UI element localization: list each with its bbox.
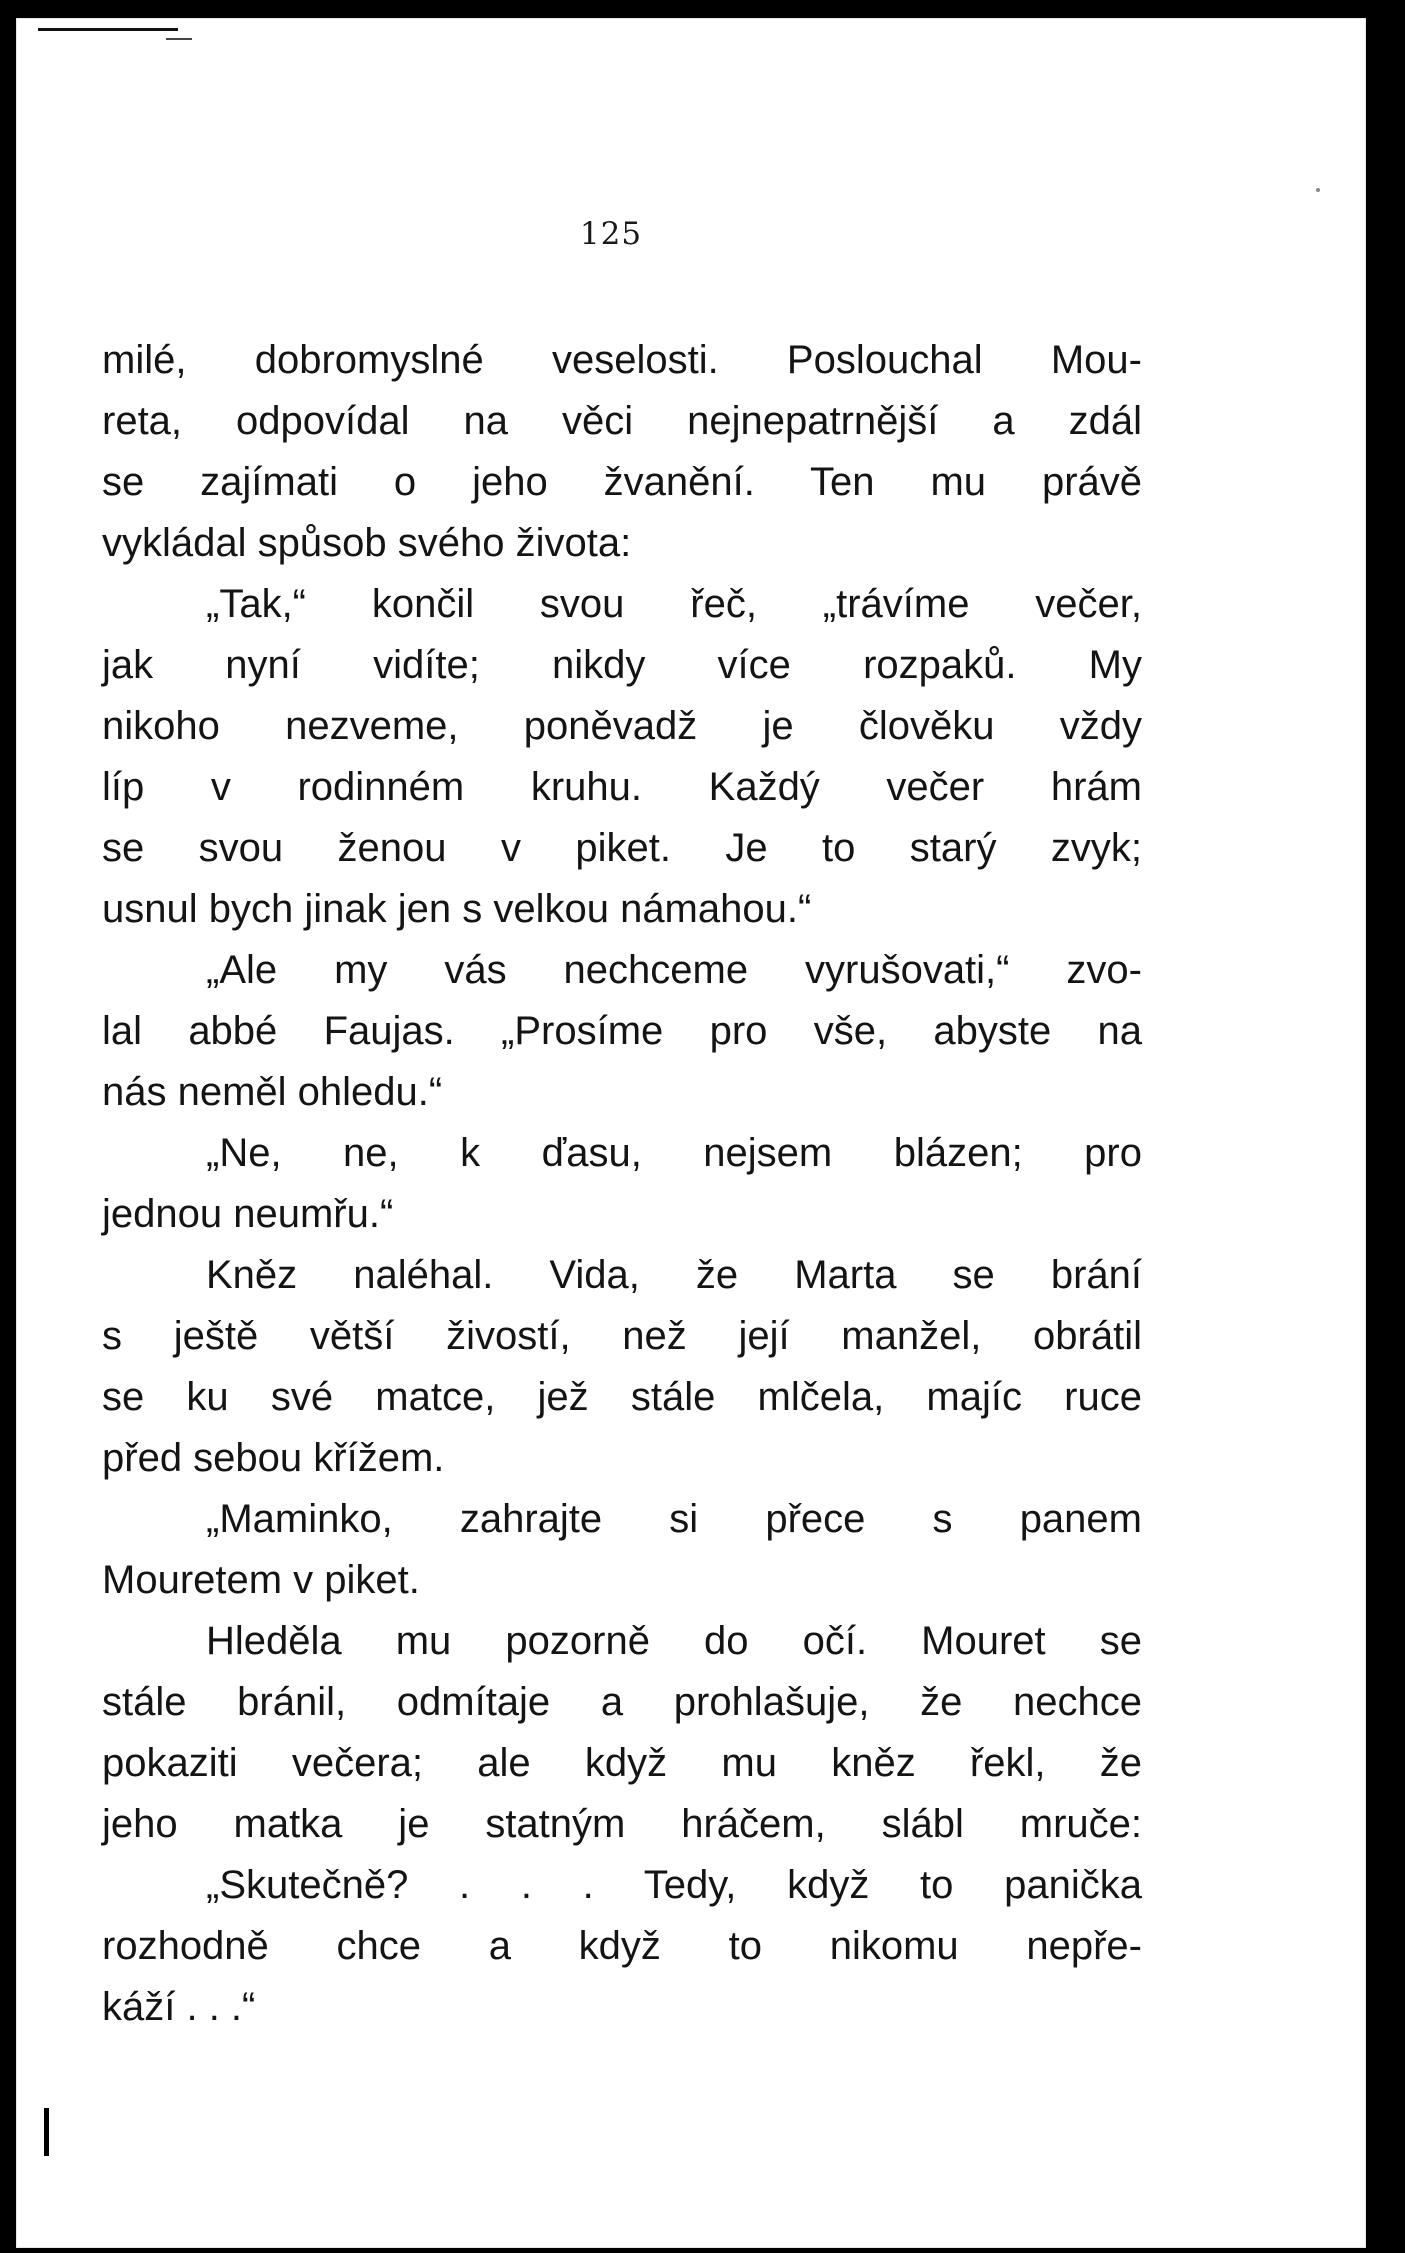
text-line: „Ne, ne, k ďasu, nejsem blázen; pro — [206, 1131, 1142, 1175]
text-line: líp v rodinném kruhu. Každý večer hrám — [102, 765, 1142, 809]
text-line: nás neměl ohledu.“ — [102, 1070, 443, 1114]
text-line: se svou ženou v piket. Je to starý zvyk; — [102, 826, 1142, 870]
scan-edge-mark — [44, 2108, 49, 2156]
text-line: lal abbé Faujas. „Prosíme pro vše, abyste na — [102, 1009, 1142, 1053]
text-line: „Skutečně? . . . Tedy, když to panička — [206, 1863, 1142, 1907]
text-line: jednou neumřu.“ — [102, 1192, 394, 1236]
text-line: káží . . .“ — [102, 1985, 256, 2029]
text-line: Hleděla mu pozorně do očí. Mouret se — [206, 1619, 1142, 1663]
text-line: se ku své matce, jež stále mlčela, majíc ruce — [102, 1375, 1142, 1419]
text-line: „Tak,“ končil svou řeč, „trávíme večer, — [206, 582, 1142, 626]
text-line: „Ale my vás nechceme vyrušovati,“ zvo- — [206, 948, 1142, 992]
scan-edge-mark — [166, 38, 192, 40]
text-line: před sebou křížem. — [102, 1436, 445, 1480]
text-line: vykládal spůsob svého života: — [102, 521, 632, 565]
text-line: pokaziti večera; ale když mu kněz řekl, že — [102, 1741, 1142, 1785]
text-line: s ještě větší živostí, než její manžel, obrátil — [102, 1314, 1142, 1358]
text-line: Mouretem v piket. — [102, 1558, 420, 1602]
book-page — [16, 18, 1366, 2248]
scan-edge-mark — [38, 28, 178, 31]
text-line: jeho matka je statným hráčem, slábl mruče: — [102, 1802, 1142, 1846]
text-line: rozhodně chce a když to nikomu nepře- — [102, 1924, 1142, 1968]
text-line: se zajímati o jeho žvanění. Ten mu právě — [102, 460, 1142, 504]
body-text — [102, 330, 1142, 2038]
text-line: stále bránil, odmítaje a prohlašuje, že nechce — [102, 1680, 1142, 1724]
text-line: Kněz naléhal. Vida, že Marta se brání — [206, 1253, 1142, 1297]
text-line: jak nyní vidíte; nikdy více rozpaků. My — [102, 643, 1142, 687]
page-number: 125 — [579, 216, 643, 252]
paper-speck — [1316, 188, 1320, 192]
text-line: „Maminko, zahrajte si přece s panem — [206, 1497, 1142, 1541]
text-line: nikoho nezveme, poněvadž je člověku vždy — [102, 704, 1142, 748]
text-line: milé, dobromyslné veselosti. Poslouchal Mou- — [102, 338, 1142, 382]
text-line: reta, odpovídal na věci nejnepatrnější a zdál — [102, 399, 1142, 443]
text-line: usnul bych jinak jen s velkou námahou.“ — [102, 887, 812, 931]
